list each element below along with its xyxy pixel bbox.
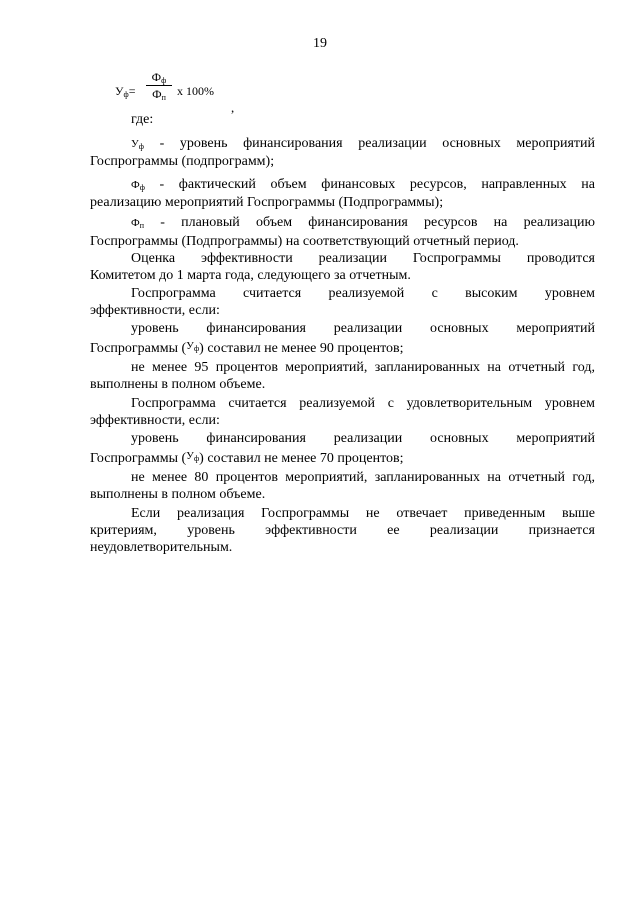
criterion-high-2-line-1: не менее 95 процентов мероприятий, запланированных на отчетный год, bbox=[131, 360, 595, 375]
paragraph-assessment-line-2: Комитетом до 1 марта года, следующего за отчетным. bbox=[90, 268, 411, 283]
definition-2-symbol: $Ф_ф$ bbox=[131, 179, 145, 192]
criterion-high-1-line-2: Госпрограммы ($^{У_ф}$) составил не менее 90 процентов; bbox=[90, 340, 404, 356]
paragraph-assessment-line-1: Оценка эффективности реализации Госпрограммы проводится bbox=[131, 251, 595, 266]
formula-numerator: $Ф_ф$ bbox=[151, 70, 167, 85]
fraction-bar bbox=[146, 85, 172, 86]
formula-denominator: $Ф_п$ bbox=[152, 87, 166, 102]
page-number: 19 bbox=[313, 36, 327, 51]
criterion-satisfactory-2-line-2: выполнены в полном объеме. bbox=[90, 487, 266, 502]
criterion-high-symbol: Уф bbox=[186, 340, 200, 353]
paragraph-satisfactory-line-1: Госпрограмма считается реализуемой с удовлетворительным уровнем bbox=[131, 396, 595, 411]
definition-3-line-1: $Ф_п$ - плановый объем финансирования ресурсов на реализацию bbox=[131, 215, 595, 230]
definition-3-line-2: Госпрограммы (Подпрограммы) на соответствующий отчетный период. bbox=[90, 234, 519, 249]
criterion-satisfactory-2-line-1: не менее 80 процентов мероприятий, запланированных на отчетный год, bbox=[131, 470, 595, 485]
formula-fraction bbox=[146, 70, 172, 101]
definition-1-line-1: $У_ф$ - уровень финансирования реализации основных мероприятий bbox=[131, 136, 595, 151]
formula-lhs: $У_ф=$ bbox=[115, 84, 136, 99]
criterion-satisfactory-symbol: Уф bbox=[186, 450, 200, 463]
definition-1-symbol: $У_ф$ bbox=[131, 138, 144, 151]
criterion-high-2-line-2: выполнены в полном объеме. bbox=[90, 377, 266, 392]
criterion-high-1-line-1: уровень финансирования реализации основных мероприятий bbox=[131, 321, 595, 336]
definition-2-line-1: $Ф_ф$ - фактический объем финансовых ресурсов, направленных на bbox=[131, 177, 595, 192]
paragraph-unsatisfactory-line-3: неудовлетворительным. bbox=[90, 540, 233, 555]
paragraph-high-line-2: эффективности, если: bbox=[90, 303, 220, 318]
definition-2-line-2: реализацию мероприятий Госпрограммы (Подпрограммы); bbox=[90, 195, 444, 210]
criterion-satisfactory-1-line-1: уровень финансирования реализации основных мероприятий bbox=[131, 431, 595, 446]
criterion-satisfactory-1-line-2: Госпрограммы ($^{У_ф}$) составил не менее 70 процентов; bbox=[90, 450, 404, 466]
formula-rhs: x 100% bbox=[177, 84, 214, 98]
paragraph-unsatisfactory-line-1: Если реализация Госпрограммы не отвечает приведенным выше bbox=[131, 506, 595, 521]
formula-comma: , bbox=[231, 100, 235, 115]
paragraph-satisfactory-line-2: эффективности, если: bbox=[90, 413, 220, 428]
paragraph-high-line-1: Госпрограмма считается реализуемой с высоким уровнем bbox=[131, 286, 595, 301]
definition-1-line-2: Госпрограммы (подпрограмм); bbox=[90, 154, 275, 169]
definition-3-symbol: $Ф_п$ bbox=[131, 217, 144, 230]
where-label: где: bbox=[131, 112, 154, 127]
paragraph-unsatisfactory-line-2: критериям, уровень эффективности ее реализации признается bbox=[90, 523, 595, 538]
